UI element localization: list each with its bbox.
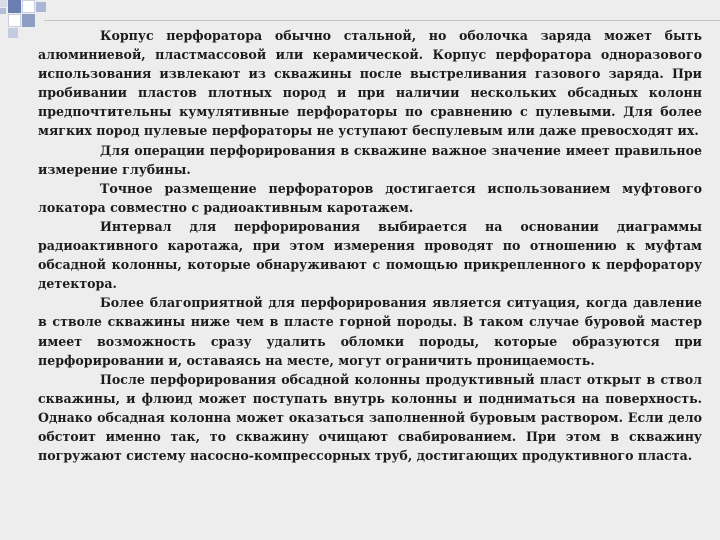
decor-square-icon [22,0,35,13]
decor-square-icon [0,8,6,14]
paragraph: Корпус перфоратора обычно стальной, но оболочка заряда может быть алюминиевой, пластмассовой или керамической. Корпус перфоратора одноразового использования извлекают из скважины после выстреливания газового заряда. При пробивании пластов плотных пород и при наличии нескольких обсадных колонн предпочтительны кумулятивные перфораторы по сравнению с пулевыми. Для более мягких пород пулевые перфораторы не уступают беспулевым или даже превосходят их. [38,28,702,139]
decor-square-icon [22,14,35,27]
header-divider [44,20,720,21]
decor-square-icon [8,28,18,38]
paragraph: После перфорирования обсадной колонны продуктивный пласт открыт в ствол скважины, и флюид может поступать внутрь колонны и подниматься на поверхность. Однако обсадная колонна может оказаться заполненной буровым раствором. Если дело обстоит именно так, то скважину очищают свабированием. При этом в скважину погружают систему насосно-компрессорных труб, достигающих продуктивного пласта. [38,371,702,464]
decor-square-icon [8,14,21,27]
paragraph: Точное размещение перфораторов достигается использованием муфтового локатора совместно с радиоактивным каротажем. [38,180,702,215]
decor-square-icon [8,0,21,13]
decor-square-icon [0,0,7,7]
paragraph: Интервал для перфорирования выбирается на основании диаграммы радиоактивного каротажа, при этом измерения проводят по отношению к муфтам обсадной колонны, которые обнаруживают с помощью прикрепленного к перфоратору детектора. [38,218,702,292]
slide-body [38,26,702,465]
paragraph: Для операции перфорирования в скважине важное значение имеет правильное измерение глубины. [38,142,702,177]
paragraph: Более благоприятной для перфорирования является ситуация, когда давление в стволе скважины ниже чем в пласте горной породы. В таком случае буровой мастер имеет возможность сразу удалить обломки породы, которые образуются при перфорировании и, оставаясь на месте, могут ограничить проницаемость. [38,295,702,368]
decor-square-icon [36,2,46,12]
